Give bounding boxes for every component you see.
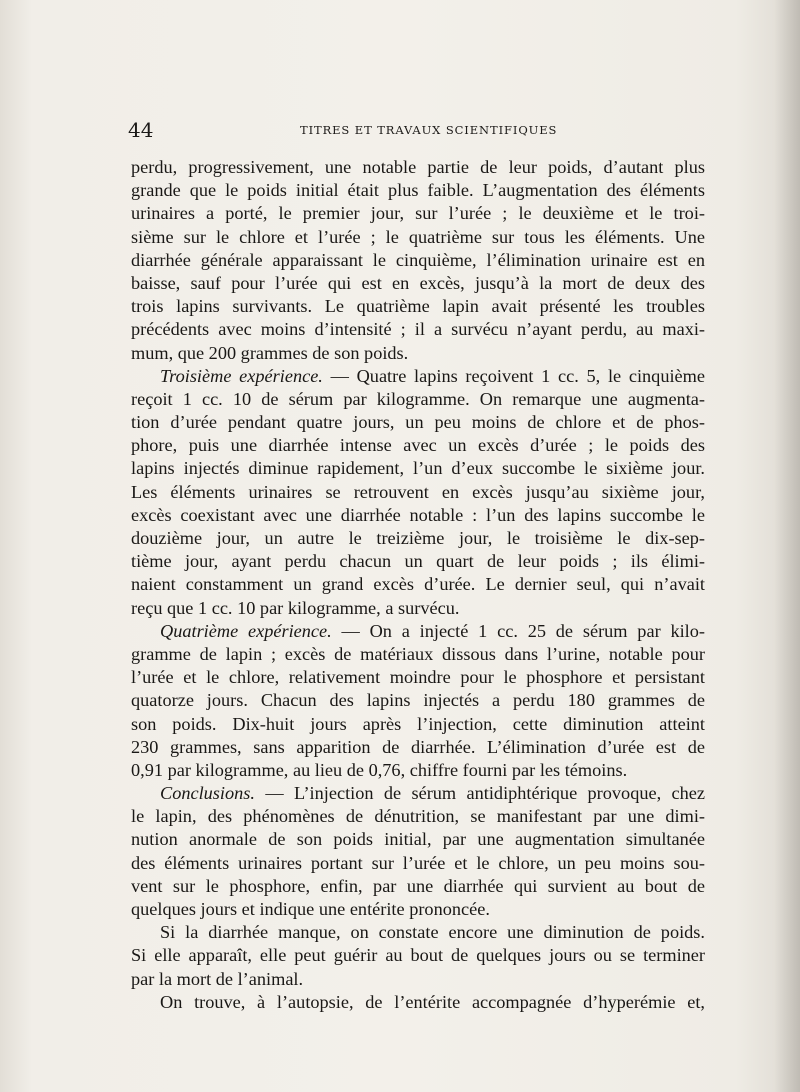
text-line: urinaires a porté, le premier jour, sur l’urée ; le deuxième et le troi- <box>131 203 705 224</box>
section-heading-conclusions: Conclusions. <box>160 783 255 804</box>
text-line: mum, que 200 grammes de son poids. <box>131 342 409 363</box>
text-line: naient constamment un grand excès d’urée. Le dernier seul, qui n’avait <box>131 574 705 595</box>
text-line: Si elle apparaît, elle peut guérir au bout de quelques jours ou se terminer <box>131 945 705 966</box>
text-line: diarrhée générale apparaissant le cinquième, l’élimination urinaire est en <box>131 249 705 270</box>
text-line: gramme de lapin ; excès de matériaux dissous dans l’urine, notable pour <box>131 643 705 664</box>
text-line: phore, puis une diarrhée intense avec un excès d’urée ; le poids des <box>131 435 705 456</box>
text-line: 0,91 par kilogramme, au lieu de 0,76, chiffre fourni par les témoins. <box>131 759 628 780</box>
text-line: quelques jours et indique une entérite prononcée. <box>131 899 490 919</box>
text-line: l’urée et le chlore, relativement moindre pour le phosphore et persistant <box>131 667 705 688</box>
running-title: TITRES ET TRAVAUX SCIENTIFIQUES <box>300 123 558 137</box>
text-run: — Quatre lapins reçoivent 1 cc. 5, le cinquième <box>322 365 705 386</box>
text-line: des éléments urinaires portant sur l’urée et le chlore, un peu moins sou- <box>131 852 705 873</box>
section-heading-quatrieme-experience: Quatrième expérience. <box>160 620 332 641</box>
text-line: son poids. Dix-huit jours après l’injection, cette diminution atteint <box>131 713 705 734</box>
text-line: douzième jour, un autre le treizième jour, le troisième le dix-sep- <box>131 528 705 548</box>
paragraph-first-line <box>131 782 705 805</box>
text-line: perdu, progressivement, une notable partie de leur poids, d’autant plus <box>131 157 705 177</box>
text-run: — L’injection de sérum antidiphtérique provoque, chez <box>254 783 705 804</box>
text-line: Les éléments urinaires se retrouvent en excès jusqu’au sixième jour, <box>131 481 705 502</box>
text-line: lapins injectés diminue rapidement, l’un d’eux succombe le sixième jour. <box>131 458 705 479</box>
text-line: vent sur le phosphore, enfin, par une diarrhée qui survient au bout de <box>131 875 705 896</box>
text-line: le lapin, des phénomènes de dénutrition, se manifestant par une dimi- <box>131 806 705 827</box>
text-line: reçoit 1 cc. 10 de sérum par kilogramme. On remarque une augmenta- <box>131 388 705 409</box>
text-line: sième sur le chlore et l’urée ; le quatrième sur tous les éléments. Une <box>131 226 705 247</box>
text-line: précédents avec moins d’intensité ; il a survécu n’ayant perdu, au maxi- <box>131 319 705 340</box>
text-line: grande que le poids initial était plus faible. L’augmentation des éléments <box>131 180 705 201</box>
running-head <box>128 118 708 146</box>
text-line: reçu que 1 cc. 10 par kilogramme, a survécu. <box>131 597 460 618</box>
section-heading-troisieme-experience: Troisième expérience. <box>160 365 323 386</box>
text-line: tième jour, ayant perdu chacun un quart de leur poids ; ils élimi- <box>131 551 705 572</box>
body-text <box>131 156 705 1014</box>
text-line: trois lapins survivants. Le quatrième lapin avait présenté les troubles <box>131 296 705 317</box>
text-run: — On a injecté 1 cc. 25 de sérum par kilo- <box>331 620 705 641</box>
text-line: baisse, sauf pour l’urée qui est en excès, jusqu’à la mort de deux des <box>131 272 705 293</box>
text-line: 230 grammes, sans apparition de diarrhée. L’élimination d’urée est de <box>131 736 705 757</box>
text-line: nution anormale de son poids initial, par une augmentation simultanée <box>131 829 705 850</box>
paragraph-first-line: On trouve, à l’autopsie, de l’entérite accompagnée d’hyperémie et, <box>160 991 705 1012</box>
text-line: quatorze jours. Chacun des lapins injectés a perdu 180 grammes de <box>131 690 705 711</box>
text-line: par la mort de l’animal. <box>131 968 304 989</box>
paragraph-first-line: Si la diarrhée manque, on constate encore une diminution de poids. <box>160 922 705 943</box>
page-number: 44 <box>128 118 154 142</box>
text-line: tion d’urée pendant quatre jours, un peu moins de chlore et de phos- <box>131 412 705 433</box>
paragraph-first-line <box>131 620 705 643</box>
text-line: excès coexistant avec une diarrhée notable : l’un des lapins succombe le <box>131 504 705 525</box>
paragraph-first-line <box>131 365 705 388</box>
